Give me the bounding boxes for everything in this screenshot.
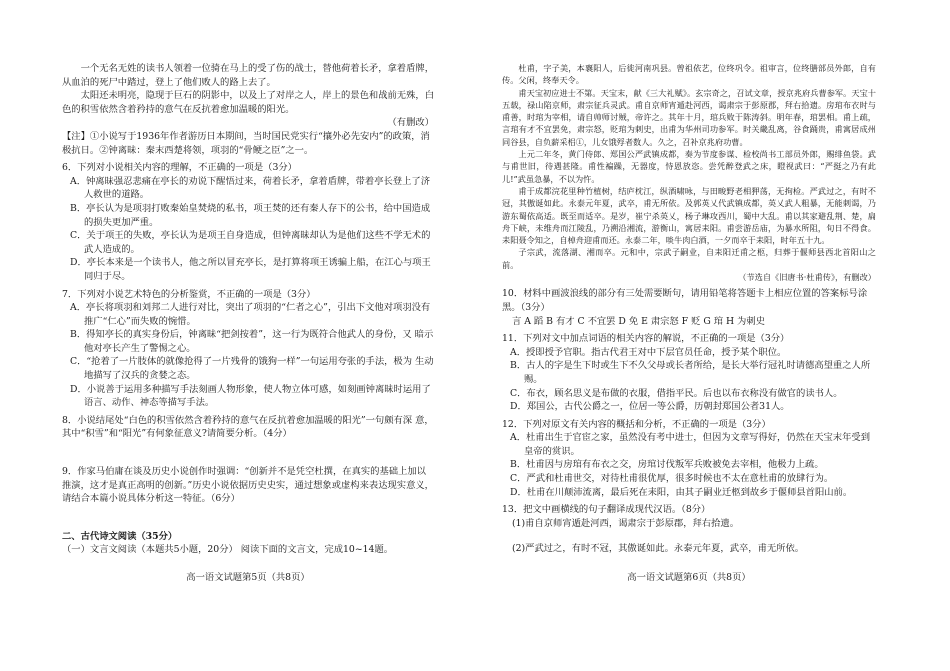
right-column — [502, 62, 876, 556]
question-7-option-c: C．“抢着了一片肢体的就像抢得了一片残骨的饿狗一样”一句运用夸张的手法，极为 生动地描写了汉兵的贪婪之态。 — [70, 356, 434, 382]
question-13-item-2: (2)严武过之，有时不冠，其傲诞如此。永泰元年夏，武卒，甫无所依。 — [512, 543, 805, 555]
question-7 — [62, 288, 434, 410]
question-13-stem: 13．把文中画横线的句子翻译成现代汉语。（8分） — [502, 504, 711, 516]
question-7-stem: 7．下列对小说艺术特色的分析鉴赏，不正确的一项是（3分） — [62, 288, 316, 300]
section-heading: 二、古代诗文阅读（35分） — [62, 530, 178, 542]
passage-source: （节选自《旧唐书·杜甫传》，有删改） — [738, 272, 876, 283]
question-10-line: 言 A 蹈 B 有才 C 不宜罢 D 免 E 肃宗怒 F 贬 G 琯 H 为刺史 — [512, 315, 765, 327]
question-11-stem: 11．下列对文中加点词语的相关内容的解说，不正确的一项是（3分） — [502, 333, 790, 345]
passage-paragraph-2: 甫天宝初应进士不第。天宝末，献《三大礼赋》。玄宗奇之，召试文章，授京兆府兵曹参军。天宝十五载，禄山陷京师，肃宗征兵灵武。甫自京师宵遁赴河西，谒肃宗于彭原郡，拜右拾遗。房琯布衣时与甫善，时琯为宰相，请自帅师讨贼，帝许之。其年十月，琯兵败于陈涛斜。明年春，琯罢相。甫上疏，言琯有才不宜罢免，肃宗怒，贬琯为刺史，出甫为华州司功参军。时关畿乱离，谷食踊贵，甫寓居成州同谷县，自负薪采梠①，儿女饿殍者数人。久之，召补京兆府功曹。 — [502, 87, 876, 147]
question-7-option-a: A．亭长将项羽和刘邦二人进行对比，突出了项羽的“仁者之心”，引出下文他对项羽没有推广“仁心”而失败的惋惜。 — [70, 302, 431, 327]
question-10 — [502, 287, 876, 328]
question-13 — [502, 503, 876, 556]
question-6-stem: 6．下列对小说相关内容的理解，不正确的一项是（3分） — [62, 162, 297, 174]
question-9: 9．作家马伯庸在谈及历史小说创作时强调：“创新并不是凭空杜撰，在真实的基础上加以推演，这才是真正高明的创新。”历史小说依据历史史实，通过想象或虚构来表达现实意义，请结合本篇小说具体分析这一特征。（6分） — [62, 466, 434, 505]
question-11-option-c: C．布衣，顾名思义是布做的衣服，借指平民。后也以布衣称没有做官的读书人。 — [510, 387, 843, 399]
left-page-footer: 高一语文试题第5页（共8页） — [186, 572, 310, 583]
question-7-option-b: B．得知亭长的真实身份后，钟离昧“把剑按着”，这一行为既符合他武人的身份，又 暗示他对亭长产生了警惕之心。 — [70, 329, 434, 354]
question-12-option-d: D．杜甫在川颠沛流离，最后死在耒阳，由其子嗣业迁柩到故乡于偃师县首阳山前。 — [510, 486, 853, 498]
left-column — [62, 62, 434, 557]
question-12-option-c: C．严武和杜甫世交，对待杜甫很优厚，很多时候也不太在意杜甫的放肆行为。 — [510, 473, 834, 485]
question-11-option-b: B．古人的字是生下时或生下不久父母或长者所给，是长大举行冠礼时请德高望重之人所赐。 — [510, 360, 871, 385]
passage-paragraph-3: 上元二年冬，黄门侍郎、郑国公严武镇成都，奏为节度参谋、检校尚书工部员外郎，赐绯鱼袋。武与甫世旧，待遇甚隆。甫性褊躁，无器度，恃恩放恣。尝凭醉登武之床，瞪视武曰：“严挺之乃有此儿!”武虽急暴，不以为忤。 — [502, 149, 876, 184]
question-7-option-d: D．小说善于运用多种描写手法刻画人物形象，使人物立体可感，如刻画钟离昧时运用了语言、动作、神态等描写手法。 — [70, 383, 431, 409]
passage-paragraph-5: 子宗武，流落湖、湘而卒。元和中，宗武子嗣业，自耒阳迁甫之柩，归葬于偃师县西北首阳山之前。 — [502, 247, 876, 270]
subsection-intro: （一）文言文阅读（本题共5小题，20分） 阅读下面的文言文，完成10~14题。 — [62, 544, 394, 556]
question-12-option-a: A．杜甫出生于官宦之家，虽然没有考中进士，但因为文章写得好，仍然在天宝末年受到皇帝的赏识。 — [510, 432, 870, 457]
question-8: 8．小说结尾处“白色的积雪依然含着矜持的意气在反抗着愈加温暖的阳光”一句颇有深 意，其中“积雪”和“阳光”有何象征意义?请简要分析。（4分） — [62, 414, 434, 440]
question-6-option-d: D．亭长本来是一个读书人，他之所以冒充亭长，是打算将项王诱骗上船，在江心与项王同归于尽。 — [70, 257, 431, 282]
question-11-option-a: A．授即授予官职。指古代君王对中下层官员任命，授予某个职位。 — [510, 346, 787, 358]
classical-passage — [502, 62, 876, 283]
story-paragraph-1: 一个无名无姓的读书人领着一位骑在马上的受了伤的战士，替他荷着长矛，拿着盾牌，从血泊的死尸中踏过，登上了他们败人的路上去了。 — [62, 63, 434, 88]
question-10-stem: 10．材料中画波浪线的部分有三处需要断句，请用铅笔将答题卡上相应位置的答案标号涂黑。（3分） — [502, 288, 868, 313]
passage-paragraph-4: 甫于成都浣花里种竹植树，结庐枕江，纵酒啸咏，与田畯野老相狎荡，无拘检。严武过之，有时不冠，其傲诞如此。永泰元年夏，武卒，甫无所依。及郭英乂代武镇成都，英乂武人粗暴，无能刺谒，乃游东蜀依高适。既至而适卒。是岁，崔宁杀英乂，杨子琳攻西川，蜀中大乱。甫以其家避乱荆、楚，扁舟下峡，未维舟而江陵乱，乃溯沿湘流，游衡山，寓居耒阳。甫尝游岳庙，为暴水所阻，旬日不得食。耒阳聂令知之，自棹舟迎甫而还。永泰二年，啖牛肉白酒，一夕而卒于耒阳，时年五十九。 — [502, 185, 876, 246]
question-6-option-b: B．亭长认为是项羽打败秦始皇焚烧的私书，项王焚的还有秦人存下的公书，给中国造成的损失更加严重。 — [70, 202, 431, 228]
question-13-item-1: (1)甫自京师宵遁赴河西，谒肃宗于彭原郡，拜右拾遗。 — [512, 517, 739, 529]
story-source: （有删改） — [387, 117, 434, 129]
question-6-option-a: A．钟离昧强忍悲痛在亭长的劝说下醒悟过来，荷着长矛，拿着盾牌，带着亭长登上了济人救世的道路。 — [70, 175, 430, 201]
question-6-option-c: C．关于项王的失败，亭长认为是项王自身造成，但钟离昧却认为是他们这些不学无术的武人造成的。 — [70, 230, 431, 255]
question-12-stem: 12．下列对原文有关内容的概括和分析，不正确的一项是（3分） — [502, 418, 771, 430]
right-page-footer: 高一语文试题第6页（共8页） — [627, 572, 751, 583]
question-6 — [62, 161, 434, 283]
question-12 — [502, 418, 876, 500]
question-12-option-b: B．杜甫因与房琯有布衣之交，房琯讨伐叛军兵败被免去宰相，他极力上疏。 — [510, 459, 824, 471]
passage-paragraph-1: 杜甫，字子美，本襄阳人，后徙河南巩县。曾祖依艺，位终巩令。祖审言，位终膳部员外郎，自有传。父闲，终奉天令。 — [502, 63, 876, 86]
question-11 — [502, 332, 876, 414]
story-paragraph-2: 太阳还未明亮，隐现于巨石的阴影中，以及上了对岸之人，岸上的景色和战前无殊，白色的积雪依然含着矜持的意气在反抗着愈加温暖的阳光。 — [62, 90, 434, 115]
story-note: 【注】①小说写于1936年作者游历日本期间，当时国民党实行“攘外必先安内”的政策，消极抗日。②钟离昧：秦末西楚将领，项羽的“骨鲠之臣”之一。 — [62, 130, 430, 156]
question-11-option-d: D．郑国公，古代公爵之一，位居一等公爵，历朝封郑国公者31人。 — [510, 401, 790, 413]
